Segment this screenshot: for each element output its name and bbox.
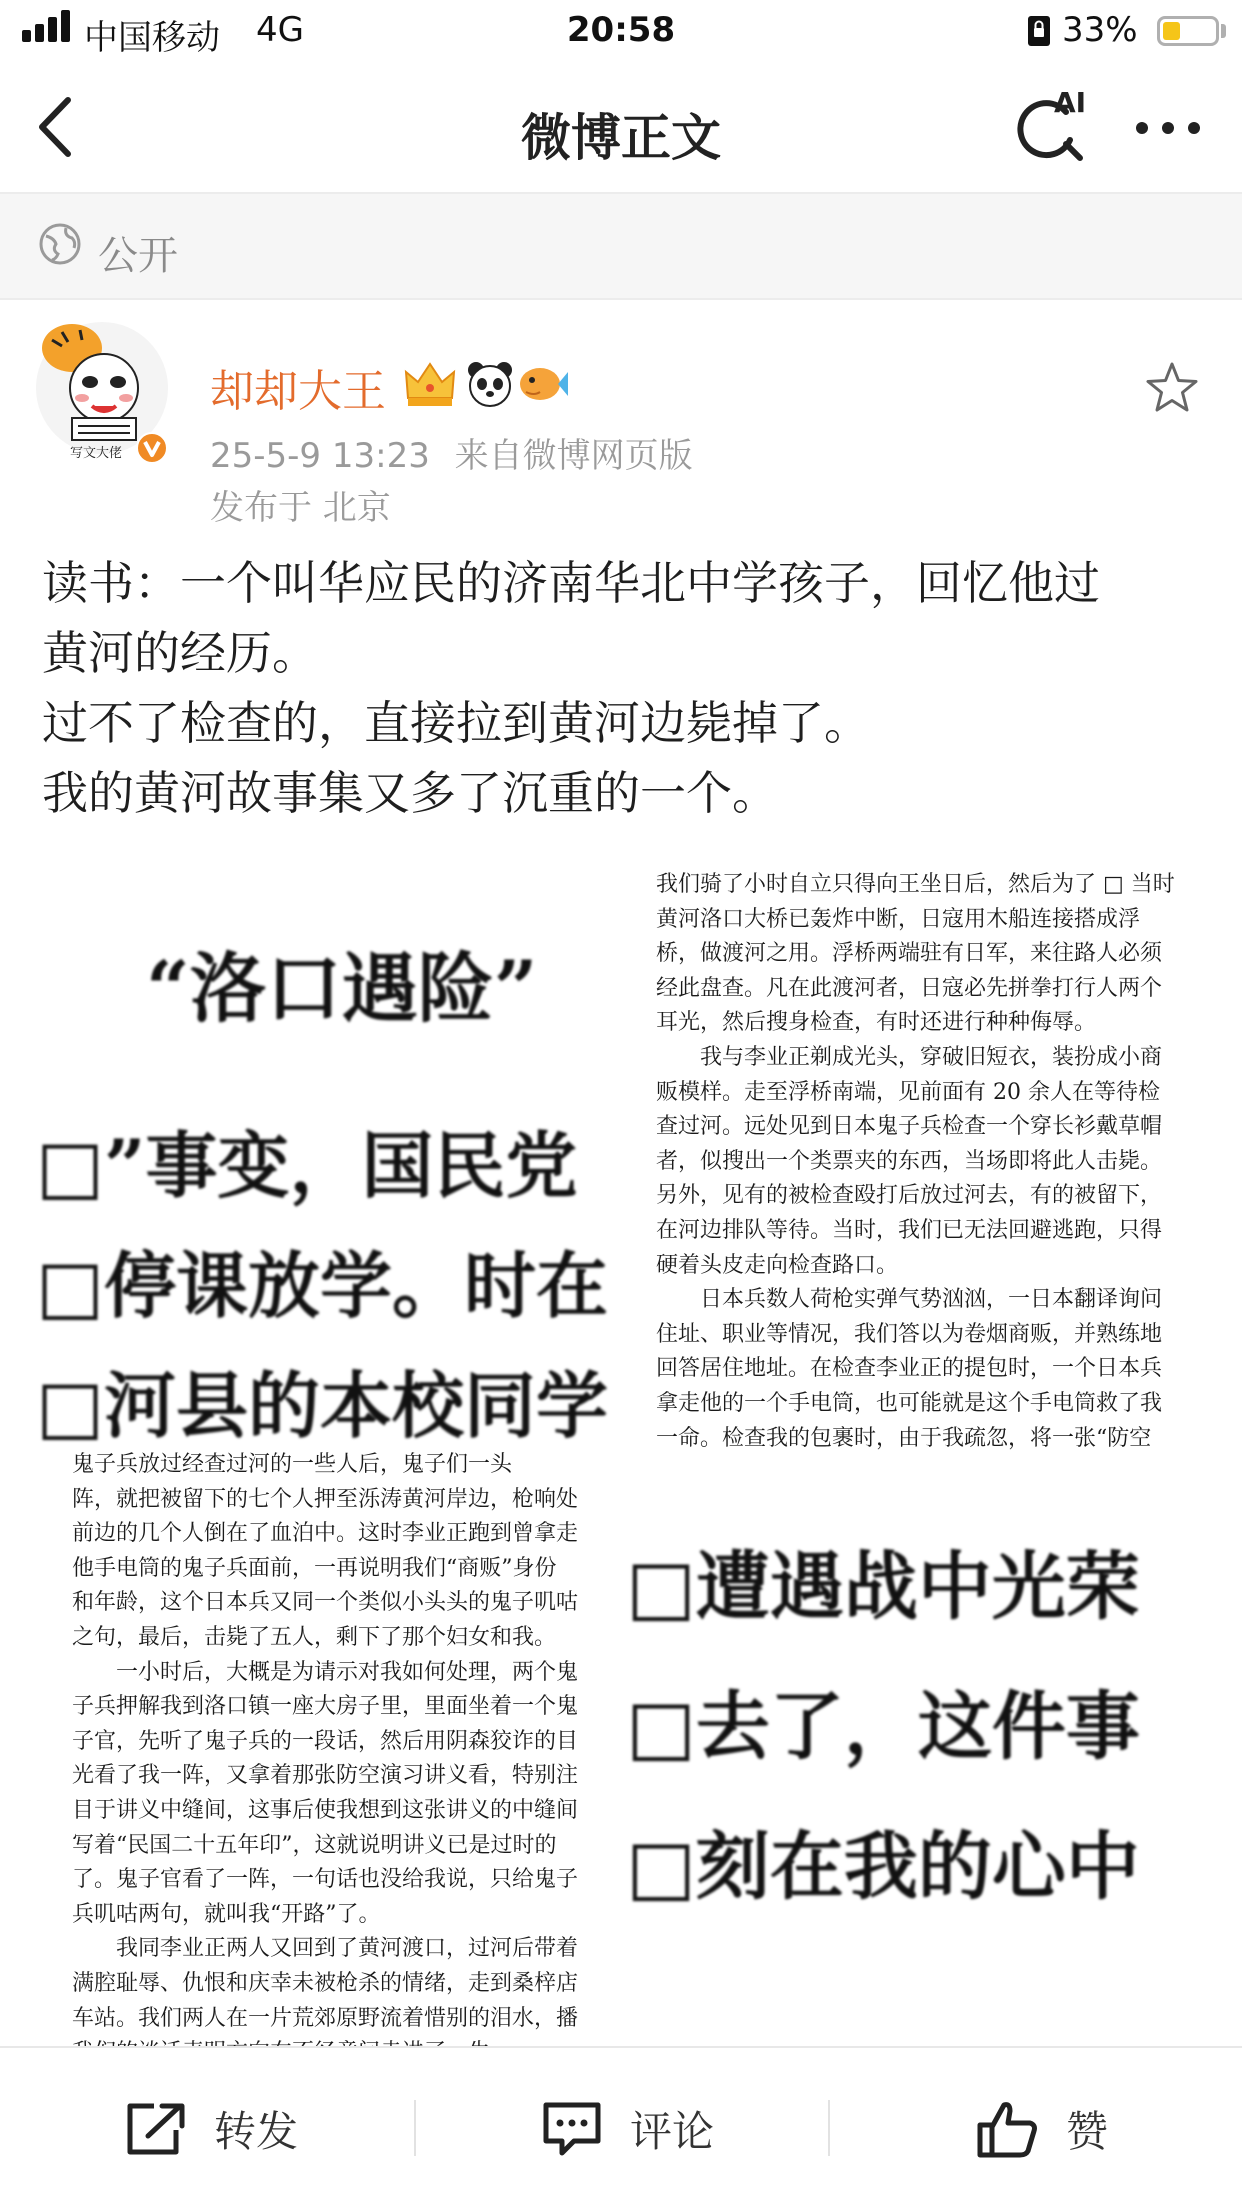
carrier-label: 中国移动 xyxy=(84,18,220,58)
repost-label: 转发 xyxy=(214,2107,299,2156)
image-text-line: 者，似搜出一个类票夹的东西，当场即将此人击毙。 xyxy=(656,1148,1163,1174)
ai-label: AI xyxy=(1054,86,1087,119)
image-text-line: 目于讲义中缝间，这事后使我想到这张讲义的中缝间 xyxy=(72,1797,579,1823)
image-text-line: 日本兵数人荷枪实弹气势汹汹，一日本翻译询问 xyxy=(656,1287,1163,1313)
repost-icon xyxy=(124,2100,188,2158)
image-text-line: 耳光，然后搜身检查，有时还进行种种侮辱。 xyxy=(656,1010,1097,1036)
image-text-line: 住址、职业等情况，我们答以为卷烟商贩，并熟练地 xyxy=(656,1321,1163,1347)
globe-icon xyxy=(38,222,82,266)
image-text-line: 我与李业正剃成光头，穿破旧短衣，装扮成小商 xyxy=(656,1044,1163,1070)
panda-badge-icon[interactable] xyxy=(464,358,516,410)
status-time: 20:58 xyxy=(566,10,676,50)
image-text-line: 车站。我们两人在一片荒郊原野流着惜别的泪水，播 xyxy=(72,2005,579,2031)
battery-icon xyxy=(1157,16,1219,46)
image-text-line: 查过河。远处见到日本鬼子兵检查一个穿长衫戴草帽 xyxy=(656,1114,1163,1140)
image-text-line: 阵，就把被留下的七个人押至泺涛黄河岸边，枪响处 xyxy=(72,1486,579,1512)
post-line: 读书：一个叫华应民的济南华北中学孩子，回忆他过 xyxy=(42,556,1100,610)
image-text-line: 一命。检查我的包裹时，由于我疏忽，将一张“防空 xyxy=(656,1425,1152,1451)
nav-bar xyxy=(0,62,1242,194)
post-text xyxy=(42,548,1212,828)
battery-percent: 33% xyxy=(1062,10,1138,50)
image-text-line: 满腔耻辱、仇恨和庆幸未被枪杀的情绪，走到桑梓店 xyxy=(72,1970,579,1996)
post-source: 来自微博网页版 xyxy=(454,436,693,476)
image-text-line: 桥，做渡河之用。浮桥两端驻有日军，来往路人必须 xyxy=(656,941,1163,967)
image-zoom-line: □”事变，国民党 xyxy=(36,1123,578,1208)
comment-icon xyxy=(540,2099,604,2159)
image-text-line: 另外，见有的被检查殴打后放过河去，有的被留下， xyxy=(656,1183,1163,1209)
favorite-star-button[interactable] xyxy=(1144,360,1200,416)
post-timestamp: 25-5-9 13:23 xyxy=(210,436,430,476)
visibility-label: 公开 xyxy=(98,233,178,279)
image-zoom-line: □去了，这件事 xyxy=(626,1684,1140,1770)
image-text-line: 黄河洛口大桥已轰炸中断，日寇用木船连接搭成浮 xyxy=(656,906,1141,932)
like-button[interactable] xyxy=(976,2048,1108,2210)
post-image[interactable] xyxy=(36,868,1206,2031)
image-panel-zoom-bottom xyxy=(626,1528,1206,1948)
image-text-line: 鬼子兵放过经查过河的一些人后，鬼子们一头 xyxy=(72,1452,513,1477)
more-button[interactable] xyxy=(1134,116,1202,140)
image-text-line: 子官，先听了鬼子兵的一段话，然后用阴森狡诈的目 xyxy=(72,1728,579,1754)
visibility-row xyxy=(0,194,1242,300)
image-text-line: 在河边排队等待。当时，我们已无法回避逃跑，只得 xyxy=(656,1217,1163,1243)
post-line: 黄河的经历。 xyxy=(42,626,318,680)
post-line: 过不了检查的，直接拉到黄河边毙掉了。 xyxy=(42,696,870,750)
image-text-line: 一小时后，大概是为请示对我如何处理，两个鬼 xyxy=(72,1659,579,1685)
image-text-line: 他手电筒的鬼子兵面前，一再说明我们“商贩”身份 xyxy=(72,1555,557,1581)
image-text-line: 兵叽咕两句，就叫我“开路”了。 xyxy=(72,1901,381,1927)
image-panel-zoom-top xyxy=(36,868,621,1448)
image-text-line: 了。鬼子官看了一阵，一句话也没给我说，只给鬼子 xyxy=(72,1867,579,1893)
verified-badge-icon xyxy=(136,432,168,464)
image-zoom-line: □河县的本校同学 xyxy=(36,1363,609,1448)
author-name[interactable]: 却却大王 xyxy=(210,366,386,417)
image-text-line: 子兵押解我到洛口镇一座大房子里，里面坐着一个鬼 xyxy=(72,1694,579,1720)
image-zoom-line: □刻在我的心中 xyxy=(626,1824,1140,1910)
ai-search-button[interactable] xyxy=(1014,86,1094,170)
post-location: 发布于 北京 xyxy=(210,488,391,528)
image-heading: “洛口遇险” xyxy=(146,944,538,1033)
image-text-line: 之句，最后，击毙了五人，剩下了那个妇女和我。 xyxy=(72,1624,557,1650)
crown-badge-icon[interactable] xyxy=(402,358,458,410)
image-text-line: 光看了我一阵，又拿着那张防空演习讲义看，特别注 xyxy=(72,1763,579,1789)
image-text-line: 贩模样。走至浮桥南端，见前面有 20 余人在等待检 xyxy=(656,1079,1160,1105)
image-text-line: 硬着头皮走向检查路口。 xyxy=(656,1252,899,1278)
image-zoom-line: □遭遇战中光荣 xyxy=(626,1544,1140,1630)
status-bar xyxy=(0,0,1242,62)
image-text-line: 我们骑了小时自立只得向王坐日后，然后为了 □ 当时 xyxy=(656,872,1175,897)
image-text-line: 写着“民国二十五年印”，这就说明讲义已是过时的 xyxy=(72,1832,557,1858)
image-zoom-line: □停课放学。时在 xyxy=(36,1243,609,1328)
bottom-action-bar xyxy=(0,2046,1242,2210)
comment-button[interactable] xyxy=(540,2048,714,2210)
comment-label: 评论 xyxy=(630,2107,715,2156)
network-label: 4G xyxy=(256,10,304,50)
image-text-line: 经此盘查。凡在此渡河者，日寇必先拼拳打行人两个 xyxy=(656,975,1163,1001)
page-title: 微博正文 xyxy=(521,109,721,167)
image-panel-text-bottom xyxy=(72,1448,612,2031)
post-line: 我的黄河故事集又多了沉重的一个。 xyxy=(42,766,778,820)
repost-button[interactable] xyxy=(124,2048,298,2210)
image-text-line: 回答居住地址。在检查李业正的提包时，一个日本兵 xyxy=(656,1356,1163,1382)
image-text-line: 和年龄，这个日本兵又同一个类似小头头的鬼子叽咕 xyxy=(72,1590,579,1616)
thumbs-up-icon xyxy=(976,2097,1040,2161)
image-text-line: 前边的几个人倒在了血泊中。这时李业正跑到曾拿走 xyxy=(72,1521,579,1547)
orientation-lock-icon xyxy=(1026,14,1052,48)
image-panel-text-top xyxy=(656,868,1206,1451)
image-text-line: 拿走他的一个手电筒，也可能就是这个手电筒救了我 xyxy=(656,1390,1163,1416)
like-label: 赞 xyxy=(1066,2107,1109,2156)
fish-badge-icon[interactable] xyxy=(514,360,570,406)
avatar[interactable] xyxy=(32,318,172,468)
image-text-line: 我同李业正两人又回到了黄河渡口，过河后带着 xyxy=(72,1936,579,1962)
avatar-caption: 写文大佬 xyxy=(70,446,123,461)
